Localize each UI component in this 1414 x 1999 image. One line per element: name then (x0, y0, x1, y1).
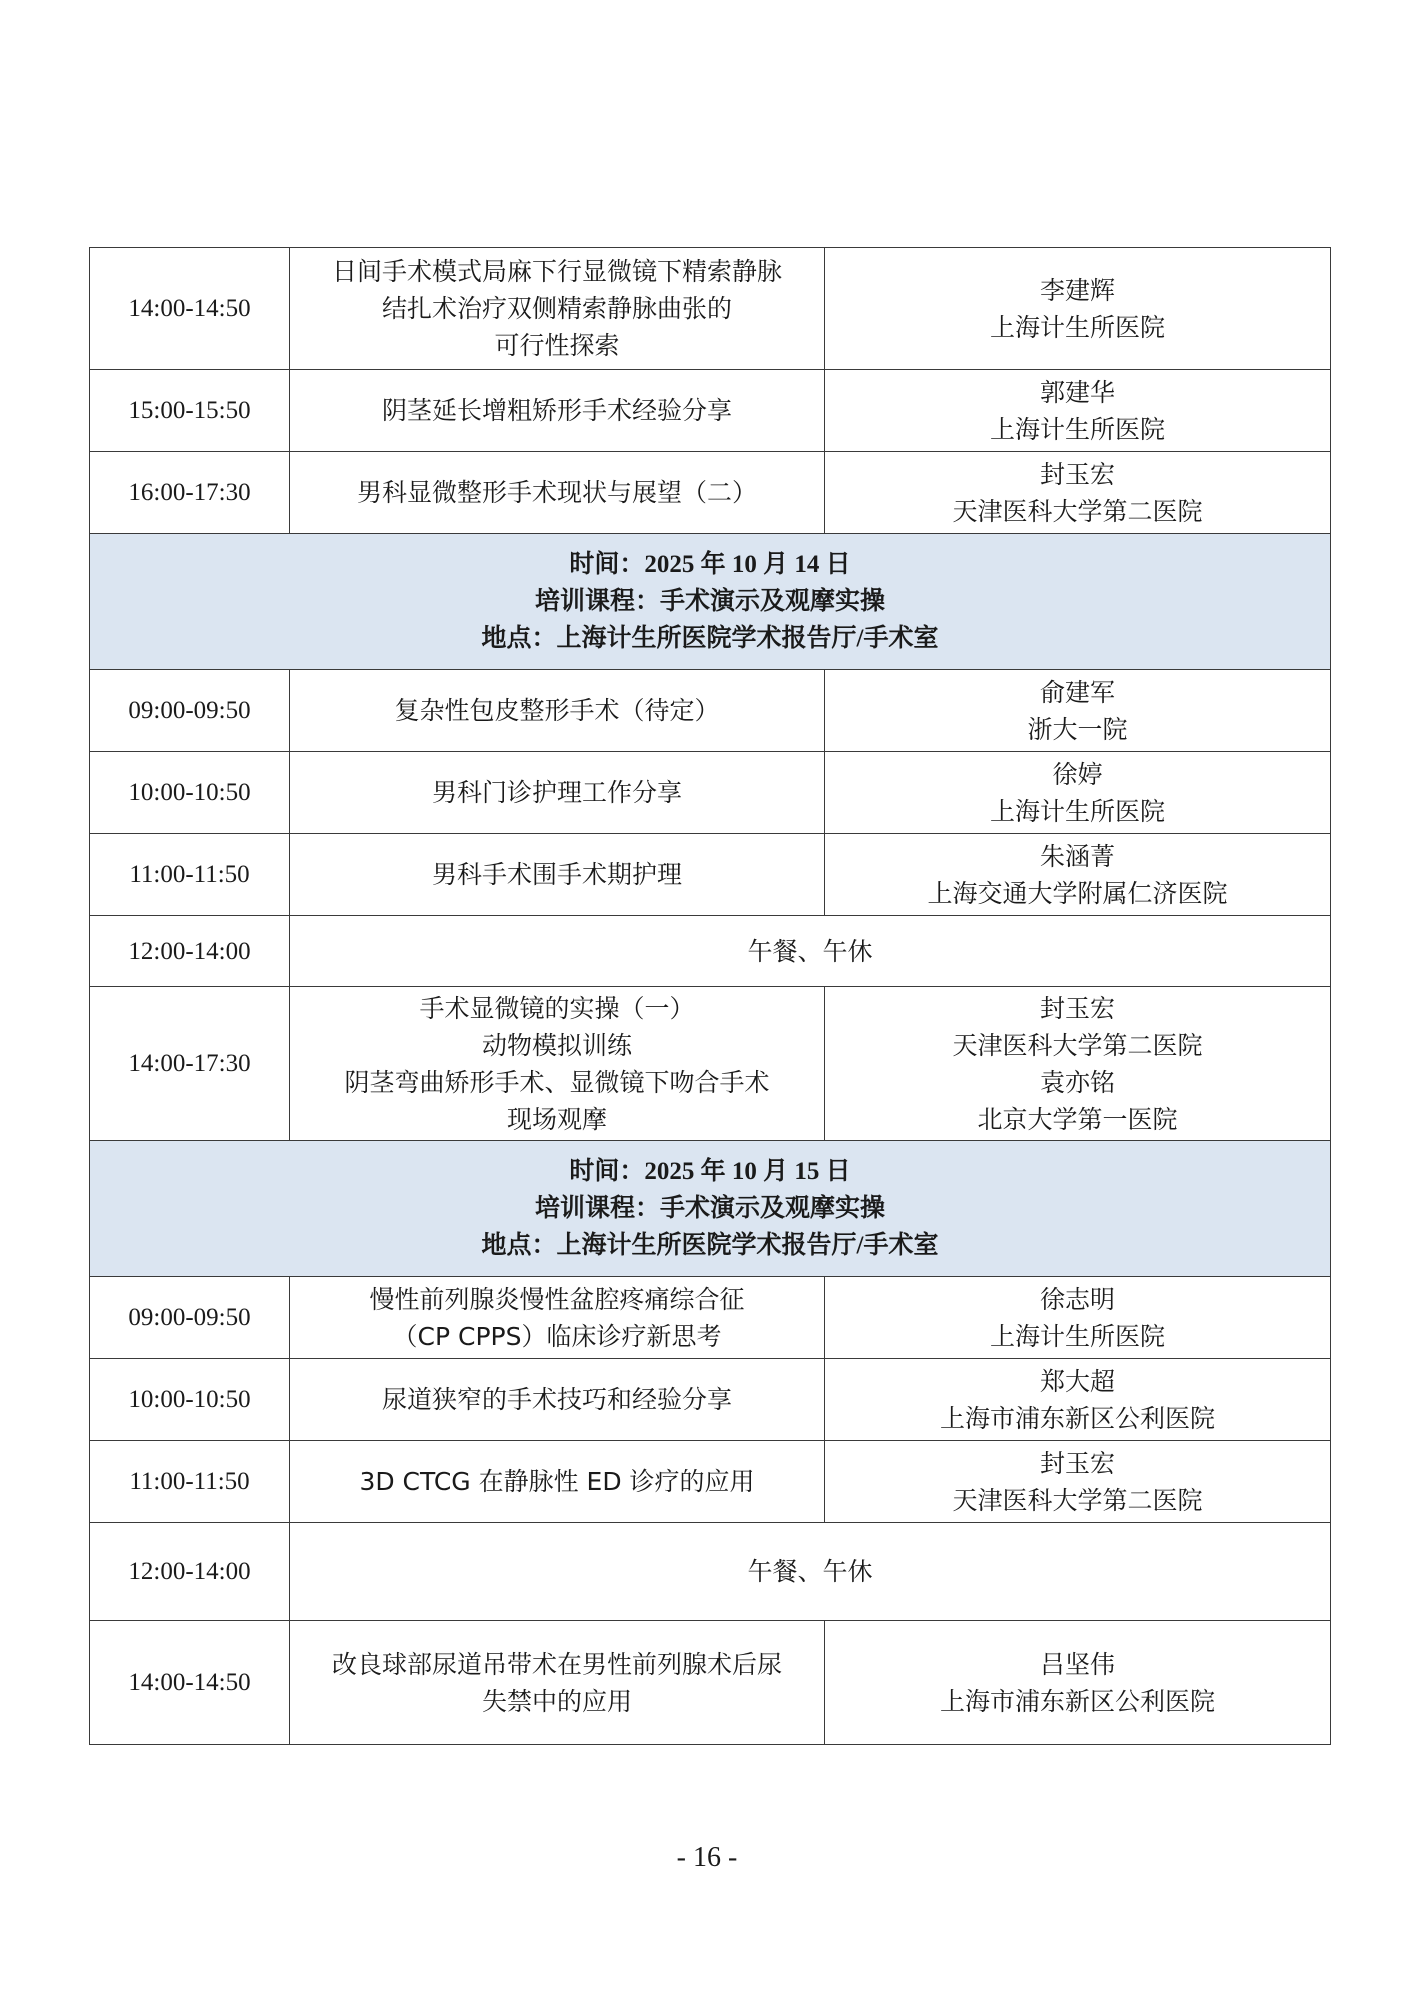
table-row (90, 452, 1331, 534)
topic-line: 复杂性包皮整形手术（待定） (394, 696, 720, 725)
topic-line: 现场观摩 (506, 1104, 607, 1134)
section-header-row (90, 1141, 1331, 1277)
section-course: 培训课程：手术演示及观摩实操 (534, 1195, 885, 1222)
speaker-name: 郭建华 (1039, 377, 1115, 407)
speaker-name: 封玉宏 (1039, 993, 1115, 1023)
topic-line: 可行性探索 (494, 331, 620, 360)
speaker-name: 俞建军 (1039, 677, 1115, 707)
speaker-affiliation: 上海计生所医院 (989, 414, 1165, 444)
topic-line: 手术显微镜的实操（一） (419, 993, 695, 1023)
section-date: 时间：2025 年 10 月 15 日 (569, 1158, 851, 1185)
break-cell: 午餐、午休 (290, 916, 1331, 987)
speaker-name: 郑大超 (1039, 1366, 1115, 1396)
time-cell: 10:00-10:50 (90, 752, 290, 834)
speaker-name: 徐志明 (1039, 1284, 1115, 1314)
speaker-name: 袁亦铭 (1039, 1067, 1115, 1097)
table-row (90, 1523, 1331, 1621)
topic-cell (290, 1621, 825, 1745)
topic-line: 3D CTCG 在静脉性 ED 诊疗的应用 (359, 1467, 755, 1496)
section-location: 地点：上海计生所医院学术报告厅/手术室 (481, 1232, 939, 1259)
speaker-affiliation: 上海计生所医院 (989, 1321, 1165, 1351)
speaker-cell (825, 987, 1331, 1141)
time-cell: 10:00-10:50 (90, 1359, 290, 1441)
table-row (90, 1441, 1331, 1523)
topic-cell (290, 1277, 825, 1359)
topic-cell (290, 1441, 825, 1523)
speaker-affiliation: 天津医科大学第二医院 (952, 1030, 1203, 1060)
schedule-table (89, 247, 1331, 1745)
speaker-affiliation: 上海计生所医院 (989, 312, 1165, 342)
section-course: 培训课程：手术演示及观摩实操 (534, 588, 885, 615)
topic-cell (290, 670, 825, 752)
topic-cell (290, 1359, 825, 1441)
time-cell: 09:00-09:50 (90, 670, 290, 752)
topic-line: 改良球部尿道吊带术在男性前列腺术后尿 (331, 1649, 782, 1679)
speaker-affiliation: 上海市浦东新区公利医院 (939, 1403, 1215, 1433)
section-header (90, 534, 1331, 670)
table-row (90, 834, 1331, 916)
topic-cell (290, 834, 825, 916)
topic-line: 慢性前列腺炎慢性盆腔疼痛综合征 (369, 1284, 745, 1314)
time-cell: 12:00-14:00 (90, 916, 290, 987)
section-date: 时间：2025 年 10 月 14 日 (569, 551, 851, 578)
section-location: 地点：上海计生所医院学术报告厅/手术室 (481, 625, 939, 652)
speaker-cell (825, 452, 1331, 534)
time-cell: 15:00-15:50 (90, 370, 290, 452)
topic-line: 动物模拟训练 (481, 1030, 632, 1060)
page-number: - 16 - (676, 1842, 738, 1873)
speaker-cell (825, 370, 1331, 452)
table-row (90, 752, 1331, 834)
topic-cell (290, 452, 825, 534)
speaker-cell (825, 752, 1331, 834)
topic-line: 阴茎延长增粗矫形手术经验分享 (381, 396, 732, 425)
topic-line: 结扎术治疗双侧精索静脉曲张的 (381, 294, 732, 323)
table-row (90, 248, 1331, 370)
topic-line: 男科门诊护理工作分享 (431, 778, 682, 807)
speaker-cell (825, 1277, 1331, 1359)
speaker-affiliation: 上海交通大学附属仁济医院 (927, 878, 1228, 908)
speaker-affiliation: 天津医科大学第二医院 (952, 496, 1203, 526)
speaker-affiliation: 上海计生所医院 (989, 796, 1165, 826)
table-row (90, 370, 1331, 452)
speaker-cell (825, 1621, 1331, 1745)
speaker-name: 封玉宏 (1039, 1448, 1115, 1478)
topic-line: 男科显微整形手术现状与展望（二） (356, 478, 757, 507)
topic-line: 男科手术围手术期护理 (431, 860, 682, 889)
time-cell: 14:00-14:50 (90, 1621, 290, 1745)
topic-cell (290, 248, 825, 370)
speaker-affiliation: 天津医科大学第二医院 (952, 1485, 1203, 1515)
speaker-cell (825, 1359, 1331, 1441)
table-row (90, 987, 1331, 1141)
speaker-cell (825, 670, 1331, 752)
speaker-name: 朱涵菁 (1039, 841, 1115, 871)
table-row (90, 1621, 1331, 1745)
topic-cell (290, 987, 825, 1141)
topic-line: 尿道狭窄的手术技巧和经验分享 (381, 1385, 732, 1414)
topic-line: 日间手术模式局麻下行显微镜下精索静脉 (331, 257, 782, 286)
break-cell: 午餐、午休 (290, 1523, 1331, 1621)
topic-line: 阴茎弯曲矫形手术、显微镜下吻合手术 (344, 1067, 770, 1097)
table-row (90, 670, 1331, 752)
time-cell: 14:00-17:30 (90, 987, 290, 1141)
table-row (90, 1359, 1331, 1441)
speaker-cell (825, 248, 1331, 370)
speaker-name: 徐婷 (1052, 759, 1103, 789)
time-cell: 09:00-09:50 (90, 1277, 290, 1359)
topic-line: （CP CPPS）临床诊疗新思考 (392, 1321, 722, 1351)
speaker-affiliation: 北京大学第一医院 (977, 1104, 1178, 1134)
time-cell: 11:00-11:50 (90, 834, 290, 916)
time-cell: 16:00-17:30 (90, 452, 290, 534)
topic-line: 失禁中的应用 (481, 1686, 632, 1716)
topic-cell (290, 752, 825, 834)
time-cell: 14:00-14:50 (90, 248, 290, 370)
time-cell: 12:00-14:00 (90, 1523, 290, 1621)
table-row (90, 916, 1331, 987)
speaker-name: 封玉宏 (1039, 459, 1115, 489)
speaker-name: 吕坚伟 (1039, 1649, 1115, 1679)
topic-cell (290, 370, 825, 452)
speaker-name: 李建辉 (1039, 275, 1115, 305)
speaker-affiliation: 上海市浦东新区公利医院 (939, 1686, 1215, 1716)
speaker-affiliation: 浙大一院 (1027, 714, 1128, 744)
speaker-cell (825, 834, 1331, 916)
time-cell: 11:00-11:50 (90, 1441, 290, 1523)
speaker-cell (825, 1441, 1331, 1523)
table-row (90, 1277, 1331, 1359)
section-header (90, 1141, 1331, 1277)
section-header-row (90, 534, 1331, 670)
